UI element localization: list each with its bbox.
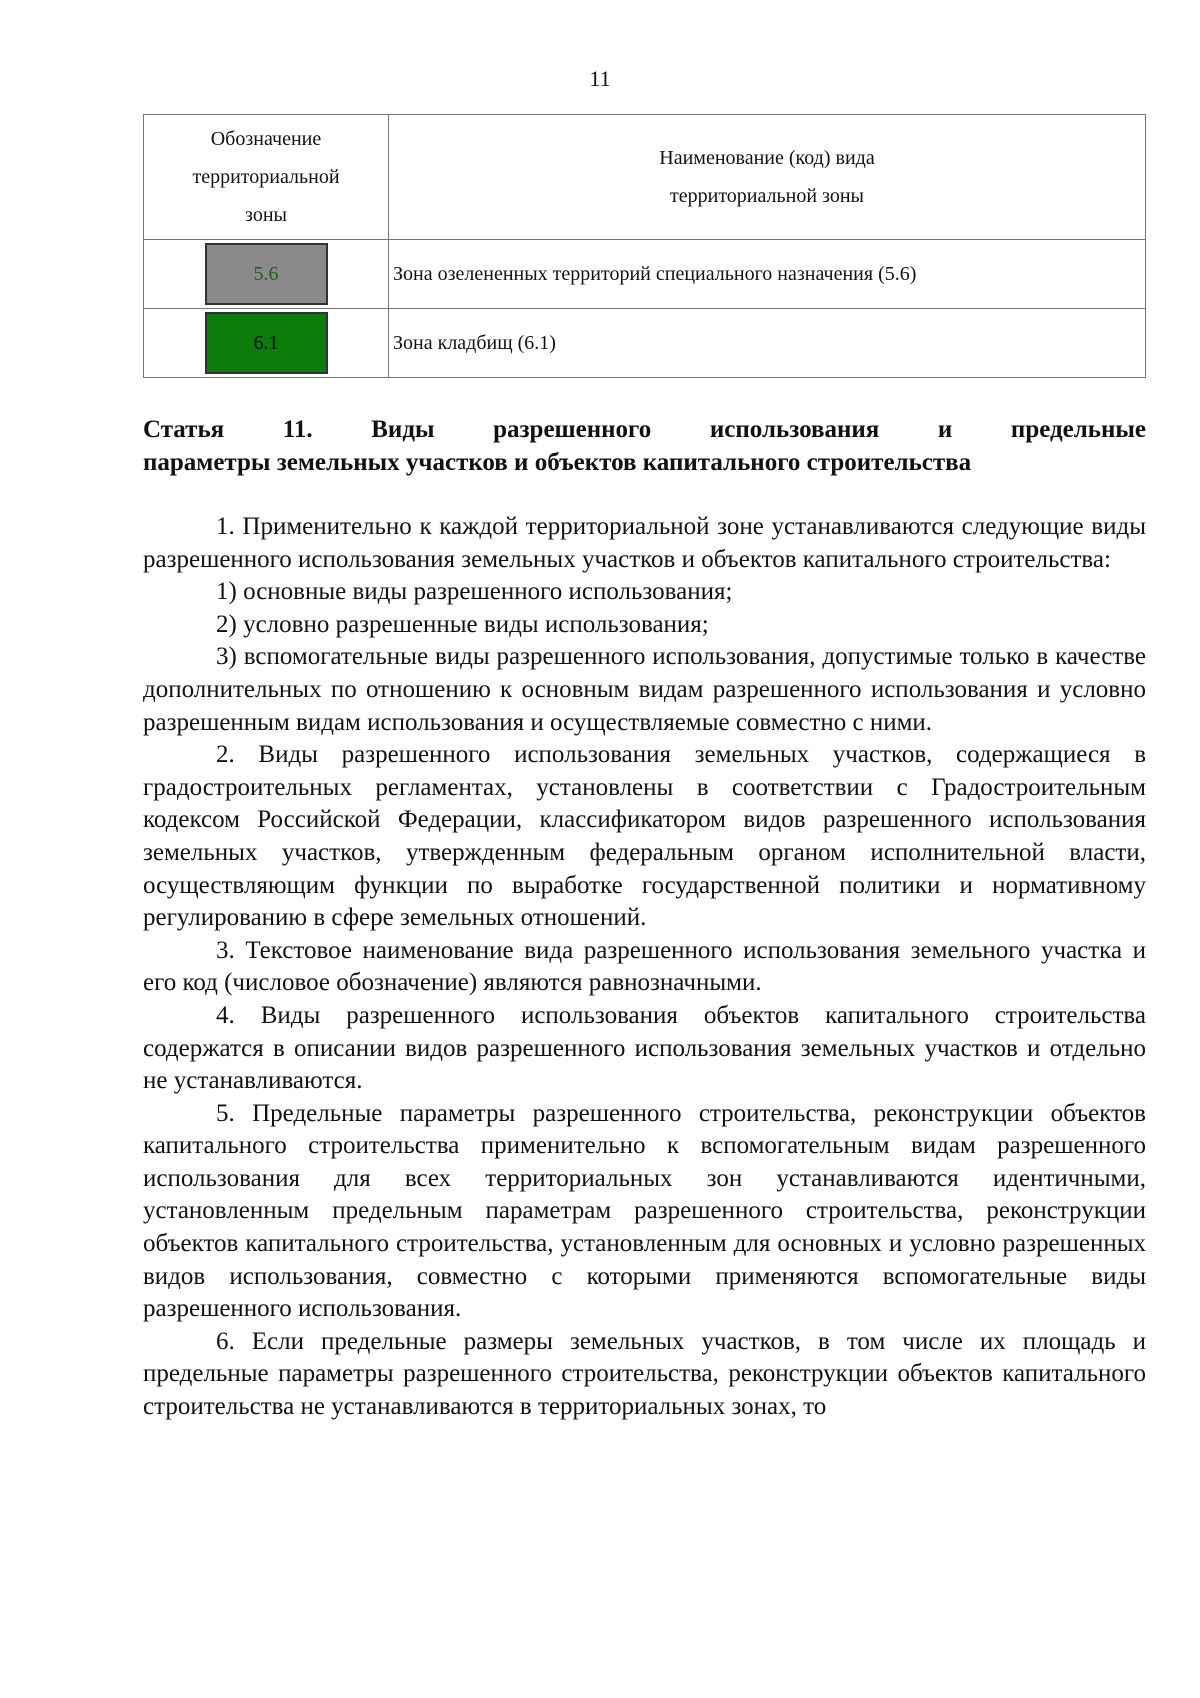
zone-code-cell [144, 309, 389, 378]
zone-code-cell [144, 240, 389, 309]
table-row [144, 240, 1146, 309]
article-title-line: параметры земельных участков и объектов капитального строительства [143, 449, 972, 476]
paragraph: 5. Предельные параметры разрешенного строительства, реконструкции объектов капитального строительства применительно к вспомогательным видам разрешенного использования для всех территориальных зон устанавливаются идентичными, установленным предельным параметрам разрешенного строительства, реконструкции объектов капитального строительства, установленным для основных и условно разрешенных видов использования, совместно с которыми применяются вспомогательные виды разрешенного использования. [143, 1099, 1146, 1323]
paragraph: 2. Виды разрешенного использования земельных участков, содержащиеся в градостроительных регламентах, установлены в соответствии с Градостроительным кодексом Российской Федерации, классификатором видов разрешенного использования земельных участков, утвержденным федеральным органом исполнительной власти, осуществляющим функции по выработке государственной политики и нормативному регулированию в сфере земельных отношений. [143, 741, 1146, 932]
table-header-row [144, 115, 1146, 240]
zone-swatch: 6.1 [205, 312, 328, 374]
paragraph: 3) вспомогательные виды разрешенного использования, допустимые только в качестве дополнительных по отношению к основным видам разрешенного использования и условно разрешенным видам использования и осуществляемые совместно с ними. [143, 643, 1146, 736]
zones-table [143, 114, 1146, 378]
paragraph: 4. Виды разрешенного использования объектов капитального строительства содержатся в описании видов разрешенного использования земельных участков и отдельно не устанавливаются. [143, 1001, 1146, 1095]
paragraph: 2) условно разрешенные виды использования; [216, 610, 709, 638]
zone-name-cell: Зона кладбищ (6.1) [389, 309, 1146, 378]
zone-swatch: 5.6 [205, 243, 328, 305]
header-zone-code [144, 115, 389, 240]
article-title-line: Статья 11. Виды разрешенного использования и предельные [143, 416, 1146, 443]
article-body [143, 511, 1146, 1424]
paragraph: 1. Применительно к каждой территориальной зоне устанавливаются следующие виды разрешенного использования земельных участков и объектов капитального строительства: [143, 513, 1146, 573]
paragraph: 6. Если предельные размеры земельных участков, в том числе их площадь и предельные параметры разрешенного строительства, реконструкции объектов капитального строительства не устанавливаются в территориальных зонах, то [143, 1327, 1146, 1421]
header-code-line: зоны [245, 204, 287, 226]
header-name-line: территориальной зоны [670, 185, 864, 207]
article-title [143, 413, 1146, 479]
table-row [144, 309, 1146, 378]
header-code-line: Обозначение [210, 128, 322, 150]
header-code-line: территориальной [192, 166, 340, 188]
header-name-line: Наименование (код) вида [659, 147, 875, 169]
paragraph: 1) основные виды разрешенного использования; [216, 578, 733, 606]
page-number: 11 [589, 66, 611, 91]
zone-name-cell: Зона озелененных территорий специального назначения (5.6) [389, 240, 1146, 309]
paragraph: 3. Текстовое наименование вида разрешенного использования земельного участка и его код (числовое обозначение) являются равнозначными. [143, 936, 1146, 997]
header-zone-name [389, 115, 1146, 240]
